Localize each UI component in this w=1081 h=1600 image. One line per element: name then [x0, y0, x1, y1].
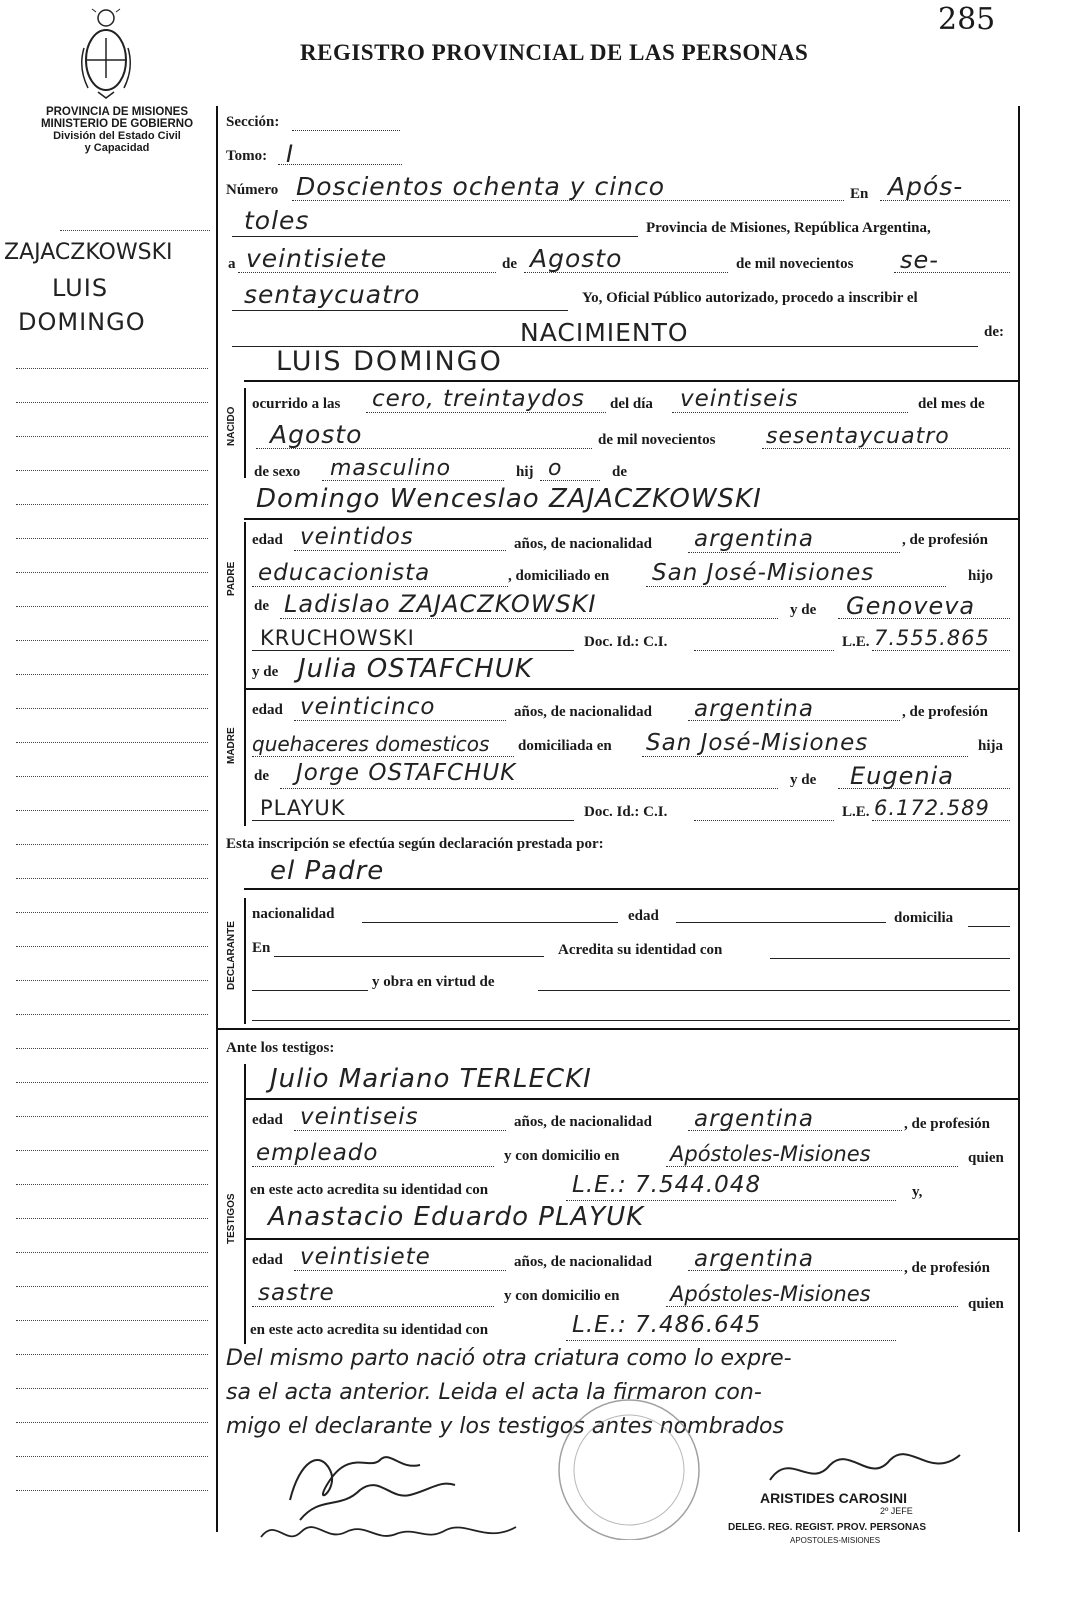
label-de: de	[502, 256, 517, 272]
testigo2-label-domicilio: y con domicilio en	[504, 1288, 620, 1304]
madre-prof-field	[252, 756, 514, 757]
hora-value: cero, treintaydos	[372, 386, 585, 412]
lugar-field-2	[232, 236, 638, 237]
testigo2-label-edad: edad	[252, 1252, 283, 1268]
margin-dotted-line	[16, 470, 208, 471]
padre-label-doc: Doc. Id.: C.I.	[584, 634, 668, 650]
label-domicilia: domicilia	[894, 910, 954, 926]
testigo1-dom-field	[666, 1166, 958, 1167]
label-ocurrido: ocurrido a las	[252, 396, 341, 412]
label-nacionalidad: nacionalidad	[252, 906, 335, 922]
official-name: ARISTIDES CAROSINI	[760, 1490, 908, 1506]
label-madre: MADRE	[226, 727, 237, 764]
label-nacido: NACIDO	[226, 406, 237, 446]
label-en-dec: En	[252, 940, 271, 956]
testigo1-label-acredita: en este acto acredita su identidad con	[250, 1182, 489, 1198]
mes-value: Agosto	[530, 244, 623, 273]
nota-line-3: migo el declarante y los testigos antes nombrados	[226, 1414, 784, 1439]
margin-dotted-line	[16, 878, 208, 879]
testigo1-nac-field	[688, 1130, 902, 1131]
padre-label-anios: años, de nacionalidad	[514, 536, 652, 552]
testigo1-nombre-line	[244, 1098, 1018, 1100]
signature-testigo	[256, 1512, 546, 1552]
lugar-field-1	[880, 200, 1010, 201]
testigo2-nac-field	[688, 1270, 902, 1271]
margin-dotted-line	[16, 742, 208, 743]
madre-de-value: Jorge OSTAFCHUK	[296, 760, 517, 786]
padre-label-hijo: hijo	[968, 568, 994, 584]
padre-prof-value: educacionista	[258, 560, 431, 586]
testigo2-nombre-value: Anastacio Eduardo PLAYUK	[268, 1202, 645, 1232]
padre-le-value: 7.555.865	[874, 626, 990, 650]
margin-dotted-line	[16, 436, 208, 437]
section-inner-border	[244, 388, 246, 478]
madre-y-de-value-2: PLAYUK	[260, 796, 346, 820]
madre-edad-value: veinticinco	[300, 694, 436, 720]
testigo2-doc-field	[566, 1340, 896, 1341]
official-city: APOSTOLES-MISIONES	[790, 1536, 881, 1545]
testigo2-label-anios: años, de nacionalidad	[514, 1254, 652, 1270]
declarante-nac-field	[362, 922, 618, 923]
margin-dotted-line	[16, 1286, 208, 1287]
testigo1-doc-value: L.E.: 7.544.048	[572, 1172, 762, 1198]
testigo1-label-edad: edad	[252, 1112, 283, 1128]
office-ministry: MINISTERIO DE GOBIERNO	[40, 118, 194, 130]
nota-line-1: Del mismo parto nació otra criatura como lo expre-	[226, 1346, 792, 1371]
declarante-obra-field	[538, 990, 1010, 991]
testigo2-edad-field	[294, 1270, 506, 1271]
madre-nac-field	[688, 720, 900, 721]
dia-field	[238, 272, 496, 273]
padre-ci-field	[694, 650, 834, 651]
padre-de-field	[280, 618, 778, 619]
declarante-en-field	[274, 956, 544, 957]
hij-suffix-value: o	[548, 456, 563, 481]
declarante-value: el Padre	[270, 856, 385, 886]
madre-edad-field	[294, 720, 506, 721]
padre-edad-value: veintidos	[300, 524, 414, 550]
label-inscripcion: Esta inscripción se efectúa según declaración prestada por:	[226, 836, 604, 852]
declarante-obra-pre	[252, 990, 368, 991]
testigo1-nombre-value: Julio Mariano TERLECKI	[270, 1064, 592, 1094]
anio-field-1	[894, 272, 1010, 273]
margin-dotted-line	[16, 1150, 208, 1151]
nombre-value: LUIS DOMINGO	[276, 346, 503, 377]
label-edad-dec: edad	[628, 908, 659, 924]
tomo-field	[278, 164, 402, 165]
testigo1-dom-value: Apóstoles-Misiones	[670, 1142, 871, 1166]
madre-nombre-line	[244, 688, 1018, 690]
padre-label-le: L.E.	[842, 634, 870, 650]
lugar-value-2: toles	[244, 206, 310, 235]
testigo1-label-quien: quien	[968, 1150, 1004, 1166]
official-stamp-icon	[534, 1390, 724, 1540]
page-title: REGISTRO PROVINCIAL DE LAS PERSONAS	[300, 40, 809, 65]
margin-dotted-line	[16, 1320, 208, 1321]
madre-label-y-de-2: y de	[790, 772, 817, 788]
seccion-field	[292, 130, 400, 131]
label-tomo: Tomo:	[226, 148, 268, 164]
madre-label-y-de: y de	[252, 664, 279, 680]
sexo-field	[322, 480, 504, 481]
padre-label-profesion: , de profesión	[902, 532, 988, 548]
margin-dotted-line	[16, 572, 208, 573]
dia-value: veintisiete	[246, 244, 388, 273]
declarante-line	[244, 888, 1018, 890]
madre-dom-field	[642, 756, 968, 757]
testigo1-label-domicilio: y con domicilio en	[504, 1148, 620, 1164]
label-provincia: Provincia de Misiones, República Argentina,	[646, 220, 931, 236]
margin-dotted-line	[16, 980, 208, 981]
section-inner-border-3	[244, 898, 246, 1024]
dia-nac-value: veintiseis	[680, 386, 799, 412]
testigo2-label-acredita: en este acto acredita su identidad con	[250, 1322, 489, 1338]
testigo1-doc-field	[566, 1200, 896, 1201]
margin-dotted-line	[16, 1218, 208, 1219]
office-capacity: y Capacidad	[84, 142, 150, 154]
testigo2-prof-value: sastre	[258, 1280, 335, 1306]
margin-dotted-line	[16, 1422, 208, 1423]
margin-dotted-line	[16, 368, 208, 369]
mes-field	[524, 272, 728, 273]
testigo1-prof-value: empleado	[256, 1140, 379, 1166]
margin-dotted-line	[16, 538, 208, 539]
label-numero: Número	[226, 182, 279, 198]
margin-dotted-line	[16, 946, 208, 947]
official-deleg: DELEG. REG. REGIST. PROV. PERSONAS	[728, 1522, 927, 1533]
padre-label-domiciliado: , domiciliado en	[508, 568, 610, 584]
padre-y-de-field-2	[252, 650, 574, 651]
testigo1-nac-value: argentina	[694, 1106, 814, 1132]
madre-dom-value: San José-Misiones	[646, 730, 869, 756]
margin-dotted-line	[16, 1014, 208, 1015]
padre-nombre-value: Domingo Wenceslao ZAJACZKOWSKI	[256, 484, 762, 514]
margin-dotted-line	[16, 1048, 208, 1049]
madre-y-de-value-1: Eugenia	[850, 762, 954, 790]
padre-nac-field	[688, 552, 900, 553]
label-testigos: TESTIGOS	[226, 1193, 237, 1244]
testigo2-label-profesion: , de profesión	[904, 1260, 990, 1276]
testigo2-edad-value: veintisiete	[300, 1244, 431, 1270]
anio-nac-field	[762, 448, 1010, 449]
margin-dotted-line	[16, 1388, 208, 1389]
tomo-value: I	[286, 140, 295, 168]
testigo2-nombre-line	[244, 1238, 1018, 1240]
anio-field-2	[232, 310, 568, 311]
label-seccion: Sección:	[226, 114, 280, 130]
margin-dotted-line	[16, 1354, 208, 1355]
margin-surname: ZAJACZKOWSKI	[4, 240, 173, 265]
margin-second-name: DOMINGO	[18, 308, 146, 336]
label-acredita: Acredita su identidad con	[558, 942, 723, 958]
mes-nac-value: Agosto	[270, 420, 363, 449]
madre-le-field	[872, 820, 1010, 821]
margin-dotted-line	[16, 810, 208, 811]
declarante-extra-line	[252, 1020, 1010, 1021]
label-del-dia: del día	[610, 396, 653, 412]
label-a: a	[228, 256, 236, 272]
form-left-border	[216, 106, 218, 1532]
label-sexo: de sexo	[254, 464, 301, 480]
testigo1-edad-field	[294, 1130, 506, 1131]
testigo1-prof-field	[252, 1166, 494, 1167]
label-del-mes: del mes de	[918, 396, 985, 412]
testigo2-nac-value: argentina	[694, 1246, 814, 1272]
margin-dotted-line	[16, 708, 208, 709]
anio-nac-value: sesentaycuatro	[766, 424, 950, 449]
testigo2-dom-field	[666, 1306, 958, 1307]
declarante-dom-field	[968, 926, 1010, 927]
testigo2-dom-value: Apóstoles-Misiones	[670, 1282, 871, 1306]
testigo1-label-anios: años, de nacionalidad	[514, 1114, 652, 1130]
margin-dotted-line	[16, 1456, 208, 1457]
label-de-mil-2: de mil novecientos	[598, 432, 716, 448]
madre-label-doc: Doc. Id.: C.I.	[584, 804, 668, 820]
numero-field	[292, 200, 844, 201]
hora-field	[366, 412, 606, 413]
testigo2-prof-field	[252, 1306, 494, 1307]
nombre-line	[244, 380, 1018, 382]
madre-label-hija: hija	[978, 738, 1004, 754]
padre-label-de: de	[254, 598, 269, 614]
section-inner-border-2	[244, 522, 246, 826]
margin-dotted-line	[16, 640, 208, 641]
dia-nac-field	[672, 412, 908, 413]
madre-y-de-field-1	[838, 788, 1010, 789]
padre-le-field	[872, 650, 1010, 651]
anio-value-2: sentaycuatro	[244, 280, 421, 309]
page-number: 285	[938, 2, 996, 37]
testigo2-label-quien: quien	[968, 1296, 1004, 1312]
numero-value: Doscientos ochenta y cinco	[296, 172, 666, 201]
mes-nac-field	[256, 448, 592, 449]
coat-of-arms-icon	[78, 8, 134, 100]
madre-y-de-field-2	[252, 820, 574, 821]
hij-field	[540, 480, 600, 481]
madre-label-domiciliada: domiciliada en	[518, 738, 612, 754]
margin-top-line	[60, 230, 210, 231]
padre-de-value: Ladislao ZAJACZKOWSKI	[284, 590, 597, 618]
office-division: División del Estado Civil	[53, 130, 181, 142]
section-inner-border-4	[244, 1064, 246, 1344]
testigo2-doc-value: L.E.: 7.486.645	[572, 1312, 762, 1338]
label-padre: PADRE	[226, 561, 237, 596]
margin-dotted-line	[16, 674, 208, 675]
padre-nombre-line	[244, 518, 1018, 520]
nota-line-2: sa el acta anterior. Leida el acta la firmaron con-	[226, 1380, 762, 1405]
testigo1-label-y: y,	[912, 1184, 923, 1200]
acto-value: NACIMIENTO	[520, 318, 689, 347]
form-right-border	[1018, 106, 1020, 1532]
label-de2: de:	[984, 324, 1004, 340]
declarante-bottom-line	[216, 1028, 1018, 1030]
office-header	[18, 106, 216, 154]
label-de-mil: de mil novecientos	[736, 256, 854, 272]
margin-first-name: LUIS	[52, 274, 109, 302]
declarante-acredita-field	[770, 958, 1010, 959]
padre-prof-field	[252, 586, 508, 587]
margin-dotted-line	[16, 1490, 208, 1491]
padre-y-de-value-2: KRUCHOWSKI	[260, 626, 415, 650]
madre-label-de: de	[254, 768, 269, 784]
madre-label-profesion: , de profesión	[902, 704, 988, 720]
office-province: PROVINCIA DE MISIONES	[45, 106, 189, 118]
label-en: En	[850, 186, 869, 202]
margin-dotted-line	[16, 504, 208, 505]
margin-dotted-line	[16, 912, 208, 913]
madre-ci-field	[694, 820, 834, 821]
margin-dotted-line	[16, 606, 208, 607]
margin-dotted-line	[16, 1116, 208, 1117]
madre-label-edad: edad	[252, 702, 283, 718]
testigo1-edad-value: veintiseis	[300, 1104, 419, 1130]
margin-dotted-line	[16, 1082, 208, 1083]
madre-nombre-value: Julia OSTAFCHUK	[298, 654, 533, 684]
label-oficial: Yo, Oficial Público autorizado, procedo a inscribir el	[582, 290, 918, 306]
testigo1-label-profesion: , de profesión	[904, 1116, 990, 1132]
lugar-value-1: Após-	[888, 172, 964, 201]
margin-dotted-line	[16, 1184, 208, 1185]
padre-y-de-value-1: Genoveva	[846, 592, 976, 620]
padre-nac-value: argentina	[694, 526, 814, 552]
label-hij: hij	[516, 464, 534, 480]
margin-dotted-line	[16, 1252, 208, 1253]
padre-label-y-de: y de	[790, 602, 817, 618]
label-de3: de	[612, 464, 627, 480]
padre-dom-field	[646, 586, 946, 587]
sexo-value: masculino	[330, 456, 452, 481]
anio-value-1: se-	[900, 246, 939, 274]
margin-dotted-line	[16, 402, 208, 403]
declarante-edad-field	[676, 922, 886, 923]
padre-label-edad: edad	[252, 532, 283, 548]
margin-dotted-line	[16, 776, 208, 777]
label-declarante: DECLARANTE	[226, 921, 237, 990]
margin-dotted-line	[16, 844, 208, 845]
madre-prof-value: quehaceres domesticos	[252, 732, 490, 756]
madre-label-anios: años, de nacionalidad	[514, 704, 652, 720]
padre-edad-field	[294, 550, 506, 551]
madre-de-field	[280, 788, 778, 789]
padre-y-de-field-1	[838, 618, 1010, 619]
madre-le-value: 6.172.589	[874, 796, 990, 820]
padre-dom-value: San José-Misiones	[652, 560, 875, 586]
madre-nac-value: argentina	[694, 696, 814, 722]
official-rank: 2º JEFE	[880, 1506, 913, 1516]
label-obra: y obra en virtud de	[372, 974, 495, 990]
label-ante-testigos: Ante los testigos:	[226, 1040, 335, 1056]
madre-label-le: L.E.	[842, 804, 870, 820]
